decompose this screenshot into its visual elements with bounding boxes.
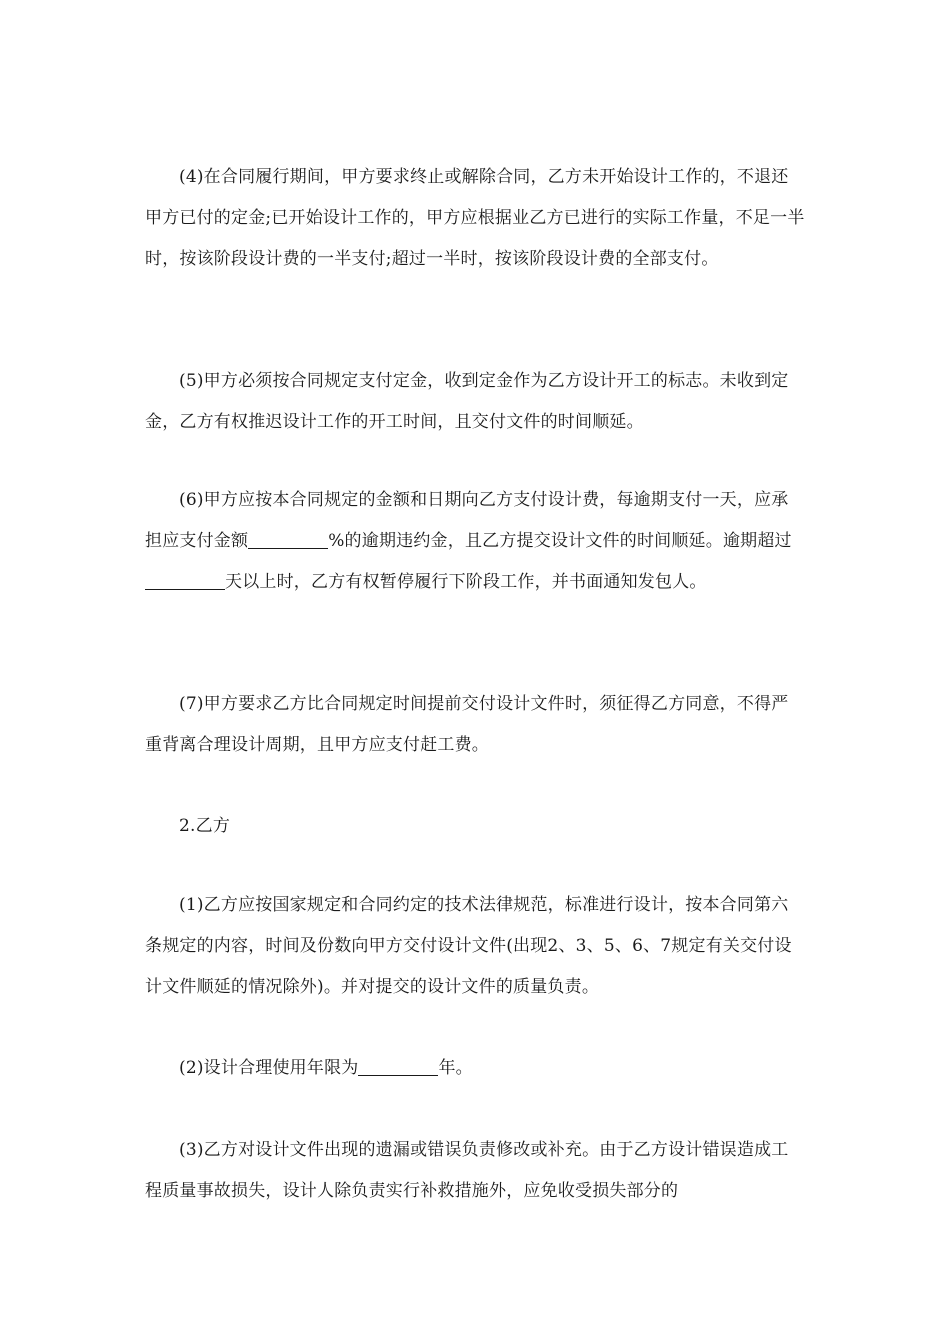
clause-a6-part2: %的逾期违约金，且乙方提交设计文件的时间顺延。逾期超过 xyxy=(328,531,792,551)
clause-a6-part1: (6)甲方应按本合同规定的金额和日期向乙方支付设计费，每逾期支付一天，应承担应支付金额 xyxy=(145,490,789,551)
clause-b1: (1)乙方应按国家规定和合同约定的技术法律规范，标准进行设计，按本合同第六条规定的内容，时间及份数向甲方交付设计文件(出现2、3、5、6、7规定有关交付设计文件顺延的情况除外)。并对提交的设计文件的质量负责。 xyxy=(145,895,792,997)
penalty-rate-blank xyxy=(248,530,328,549)
clause-a5: (5)甲方必须按合同规定支付定金，收到定金作为乙方设计开工的标志。未收到定金，乙方有权推迟设计工作的开工时间，且交付文件的时间顺延。 xyxy=(145,371,789,432)
clause-a6-part3: 天以上时，乙方有权暂停履行下阶段工作，并书面通知发包人。 xyxy=(225,572,707,592)
overdue-days-blank xyxy=(145,571,225,590)
clause-b2-part2: 年。 xyxy=(438,1058,473,1078)
clause-a4: (4)在合同履行期间，甲方要求终止或解除合同，乙方未开始设计工作的，不退还甲方已付的定金;已开始设计工作的，甲方应根据业乙方已进行的实际工作量，不足一半时，按该阶段设计费的一半支付;超过一半时，按该阶段设计费的全部支付。 xyxy=(145,167,805,269)
clause-b2-part1: (2)设计合理使用年限为 xyxy=(179,1058,359,1078)
clause-a7: (7)甲方要求乙方比合同规定时间提前交付设计文件时，须征得乙方同意，不得严重背离合理设计周期，且甲方应支付赶工费。 xyxy=(145,694,789,755)
service-life-blank xyxy=(358,1057,438,1076)
clause-b2 xyxy=(145,1048,805,1089)
clause-a6 xyxy=(145,480,805,603)
clause-b3: (3)乙方对设计文件出现的遗漏或错误负责修改或补充。由于乙方设计错误造成工程质量事故损失，设计人除负责实行补救措施外，应免收受损失部分的 xyxy=(145,1140,789,1201)
section-heading-party-b: 2.乙方 xyxy=(179,816,231,836)
